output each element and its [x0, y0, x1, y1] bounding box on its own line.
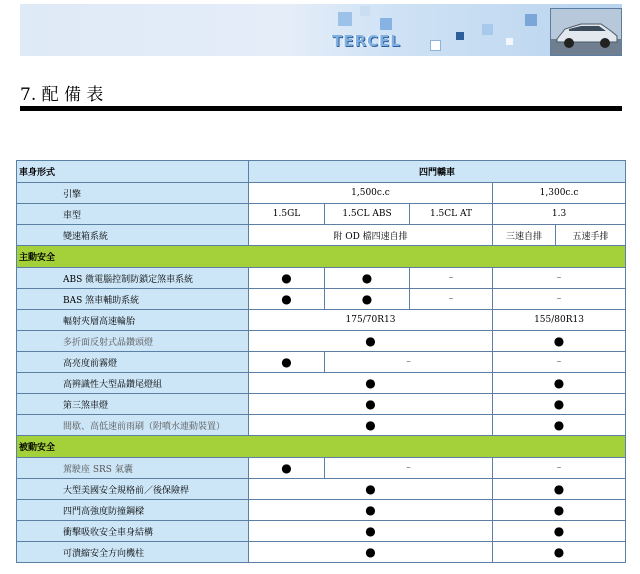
- table-row: [17, 373, 626, 394]
- body-type-label: 車身形式: [17, 161, 249, 183]
- decorative-square: [456, 32, 464, 40]
- table-row: [17, 268, 626, 289]
- cell-dot: ●: [249, 500, 493, 521]
- row-label: 輻射夾層高速輪胎: [17, 310, 249, 331]
- brand-logo: TERCEL: [332, 32, 401, 50]
- cell: 五速手排: [556, 225, 626, 246]
- row-label: 間歇、高低速前雨刷（附噴水連動裝置）: [17, 415, 249, 436]
- row-label: 引擎: [17, 183, 249, 204]
- cell-dash: –: [410, 289, 493, 310]
- table-row: [17, 415, 626, 436]
- row-label: 大型美國安全規格前／後保險桿: [17, 479, 249, 500]
- table-row: [17, 500, 626, 521]
- decorative-square: [506, 38, 513, 45]
- cell-dash: –: [325, 352, 493, 373]
- row-label: 駕駛座 SRS 氣囊: [17, 458, 249, 479]
- table-row: [17, 289, 626, 310]
- header-banner: [20, 4, 622, 56]
- table-header-row: [17, 161, 626, 183]
- cell: 1,500c.c: [249, 183, 493, 204]
- table-row: [17, 394, 626, 415]
- table-row: [17, 458, 626, 479]
- cell-dot: ●: [249, 415, 493, 436]
- cell-dot: ●: [493, 479, 626, 500]
- cell-dot: ●: [249, 289, 325, 310]
- cell-dot: ●: [493, 331, 626, 352]
- cell-dot: ●: [325, 268, 410, 289]
- row-label: ABS 微電腦控制防鎖定煞車系統: [17, 268, 249, 289]
- cell-dot: ●: [249, 373, 493, 394]
- cell-dot: ●: [249, 479, 493, 500]
- cell-dot: ●: [493, 521, 626, 542]
- cell-dot: ●: [493, 500, 626, 521]
- cell-dash: –: [493, 289, 626, 310]
- cell-dot: ●: [325, 289, 410, 310]
- page-title: 7. 配 備 表: [20, 85, 104, 105]
- cell-dot: ●: [249, 331, 493, 352]
- table-row: [17, 310, 626, 331]
- equipment-table: [16, 160, 626, 563]
- row-label: 第三煞車燈: [17, 394, 249, 415]
- cell-dash: –: [493, 352, 626, 373]
- table-row: [17, 352, 626, 373]
- row-label: 可潰縮安全方向機柱: [17, 542, 249, 563]
- cell-dot: ●: [493, 373, 626, 394]
- decorative-square: [360, 6, 370, 16]
- cell-dot: ●: [249, 542, 493, 563]
- table-row: [17, 542, 626, 563]
- cell-dash: –: [325, 458, 493, 479]
- cell: 1.3: [493, 204, 626, 225]
- cell-dot: ●: [493, 394, 626, 415]
- cell-dash: –: [493, 458, 626, 479]
- row-label: 高亮度前霧燈: [17, 352, 249, 373]
- cell: 1,300c.c: [493, 183, 626, 204]
- row-label: 高辨識性大型晶鑽尾燈組: [17, 373, 249, 394]
- table-row: [17, 331, 626, 352]
- cell-dot: ●: [249, 394, 493, 415]
- section-passive-safety: 被動安全: [17, 436, 626, 458]
- cell: 175/70R13: [249, 310, 493, 331]
- cell-dash: –: [493, 268, 626, 289]
- section-active-safety: 主動安全: [17, 246, 626, 268]
- section-header-row: [17, 246, 626, 268]
- cell-dot: ●: [493, 542, 626, 563]
- car-photo: [550, 8, 622, 56]
- decorative-square: [482, 24, 493, 35]
- cell-dot: ●: [493, 415, 626, 436]
- row-label: 衝擊吸收安全車身結構: [17, 521, 249, 542]
- cell-dot: ●: [249, 268, 325, 289]
- row-label: 變速箱系統: [17, 225, 249, 246]
- cell: 附 OD 檔四速自排: [249, 225, 493, 246]
- cell: 1.5CL AT: [410, 204, 493, 225]
- cell: 三速自排: [493, 225, 556, 246]
- decorative-square: [525, 14, 537, 26]
- row-label: 四門高強度防撞鋼樑: [17, 500, 249, 521]
- table-row: [17, 521, 626, 542]
- table-row: [17, 225, 626, 246]
- table-row: [17, 183, 626, 204]
- decorative-square: [430, 40, 441, 51]
- cell: 1.5GL: [249, 204, 325, 225]
- section-header-row: [17, 436, 626, 458]
- cell-dot: ●: [249, 458, 325, 479]
- title-divider: [20, 106, 622, 111]
- row-label: BAS 煞車輔助系統: [17, 289, 249, 310]
- cell-dot: ●: [249, 352, 325, 373]
- table-row: [17, 204, 626, 225]
- row-label: 多折面反射式晶鑽頭燈: [17, 331, 249, 352]
- cell: 155/80R13: [493, 310, 626, 331]
- row-label: 車型: [17, 204, 249, 225]
- body-type-value: 四門轎車: [249, 161, 626, 183]
- table-row: [17, 479, 626, 500]
- cell: 1.5CL ABS: [325, 204, 410, 225]
- cell-dash: –: [410, 268, 493, 289]
- decorative-square: [380, 18, 392, 30]
- cell-dot: ●: [249, 521, 493, 542]
- decorative-square: [338, 12, 352, 26]
